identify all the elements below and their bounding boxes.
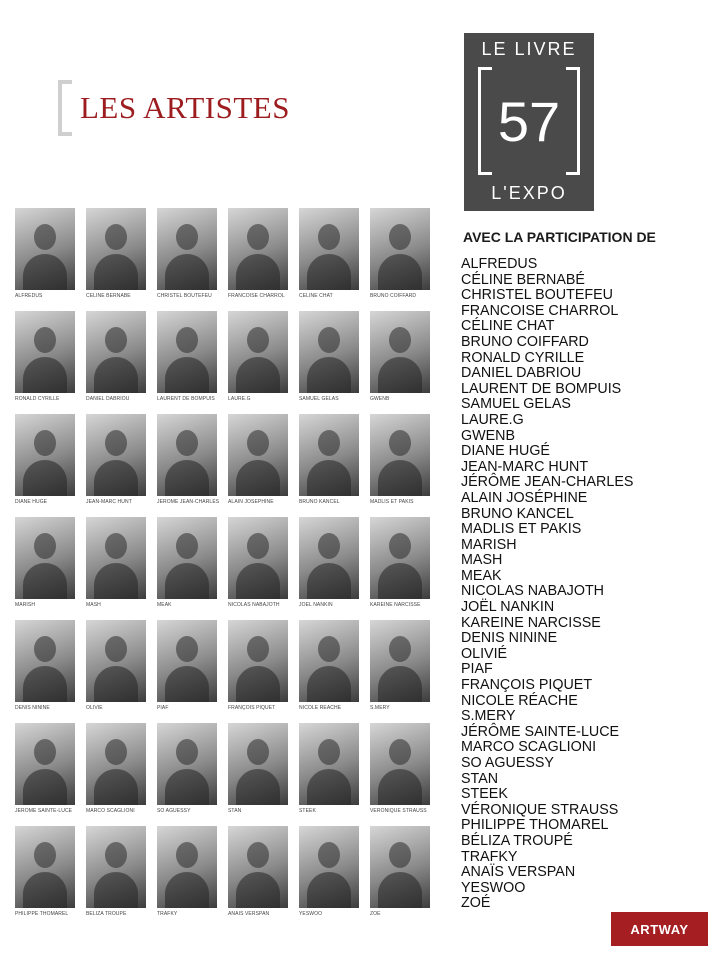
artist-portrait <box>299 208 369 299</box>
portrait-head-shape <box>34 533 56 559</box>
portrait-photo <box>86 414 146 496</box>
participant-name: FRANÇOIS PIQUET <box>461 677 593 694</box>
artist-portrait <box>86 311 156 402</box>
portrait-photo <box>228 517 288 599</box>
portrait-body-shape <box>307 769 351 805</box>
participant-name: ALAIN JOSÉPHINE <box>461 489 588 506</box>
portrait-body-shape <box>307 563 351 599</box>
participant-name: PIAF <box>461 661 493 678</box>
artist-portrait <box>228 414 298 505</box>
participant-name: MEAK <box>461 567 502 584</box>
artist-portrait <box>299 620 369 711</box>
participant-name: NICOLAS NABAJOTH <box>461 583 604 600</box>
portrait-head-shape <box>389 533 411 559</box>
artist-portrait <box>157 208 227 299</box>
portrait-caption: CÉLINE BERNABÉ <box>86 293 131 299</box>
portrait-head-shape <box>389 327 411 353</box>
portrait-body-shape <box>236 460 280 496</box>
portrait-photo <box>15 517 75 599</box>
artist-portrait <box>228 620 298 711</box>
artist-portrait <box>86 517 156 608</box>
participant-name: BÉLIZA TROUPÉ <box>461 832 573 849</box>
portrait-photo <box>228 311 288 393</box>
portrait-caption: JOËL NANKIN <box>299 602 333 608</box>
portrait-body-shape <box>236 563 280 599</box>
artist-portrait <box>86 723 156 814</box>
portrait-caption: FRANÇOIS PIQUET <box>228 705 276 711</box>
portrait-body-shape <box>23 769 67 805</box>
portrait-head-shape <box>105 430 127 456</box>
portrait-body-shape <box>378 357 422 393</box>
logo-bottom-text: L'EXPO <box>491 183 567 203</box>
portrait-head-shape <box>247 430 269 456</box>
portrait-body-shape <box>378 872 422 908</box>
artist-portrait <box>370 620 440 711</box>
portrait-body-shape <box>94 563 138 599</box>
artist-portrait <box>228 311 298 402</box>
portrait-head-shape <box>318 224 340 250</box>
artist-portrait <box>15 208 85 299</box>
participant-name: CÉLINE BERNABÉ <box>461 271 585 288</box>
artist-portrait <box>370 517 440 608</box>
portrait-caption: LAURENT DE BOMPUIS <box>157 396 215 402</box>
portrait-photo <box>157 620 217 702</box>
portrait-body-shape <box>236 666 280 702</box>
participant-name: MASH <box>461 552 503 569</box>
portrait-photo <box>86 311 146 393</box>
participant-name: PHILIPPE THOMAREL <box>461 817 609 834</box>
portrait-head-shape <box>105 739 127 765</box>
artist-portrait <box>299 826 369 917</box>
participant-name: ALFREDUS <box>461 256 538 272</box>
participant-name: ZOÉ <box>461 895 491 912</box>
portrait-photo <box>228 208 288 290</box>
portrait-body-shape <box>378 769 422 805</box>
participant-name: BRUNO KANCEL <box>461 505 574 522</box>
portrait-head-shape <box>176 430 198 456</box>
portrait-body-shape <box>236 357 280 393</box>
portrait-photo <box>370 620 430 702</box>
portrait-head-shape <box>318 842 340 868</box>
artist-portrait <box>299 723 369 814</box>
portrait-caption: MARCO SCAGLIONI <box>86 808 135 814</box>
participant-name: JOËL NANKIN <box>461 599 555 616</box>
portrait-caption: RONALD CYRILLE <box>15 396 60 402</box>
portrait-caption: SO AGUESSY <box>157 808 191 814</box>
portrait-head-shape <box>176 636 198 662</box>
artist-portrait <box>157 517 227 608</box>
portrait-head-shape <box>34 739 56 765</box>
portrait-photo <box>15 414 75 496</box>
portrait-head-shape <box>247 224 269 250</box>
portrait-photo <box>157 723 217 805</box>
portrait-photo <box>86 826 146 908</box>
participant-name: MADLIS ET PAKIS <box>461 521 582 538</box>
portrait-caption: YESWOO <box>299 911 323 917</box>
portrait-head-shape <box>105 224 127 250</box>
artist-portrait <box>228 826 298 917</box>
artist-portrait <box>228 517 298 608</box>
portrait-photo <box>370 208 430 290</box>
portrait-head-shape <box>389 636 411 662</box>
portrait-photo <box>86 620 146 702</box>
portrait-caption: DENIS NININE <box>15 705 50 711</box>
artist-portrait <box>299 311 369 402</box>
participant-name: TRAFKY <box>461 848 518 865</box>
portrait-body-shape <box>378 254 422 290</box>
participant-list <box>461 257 633 912</box>
portrait-head-shape <box>247 327 269 353</box>
portrait-body-shape <box>236 872 280 908</box>
portrait-caption: OLIVIÉ <box>86 705 103 711</box>
artist-portrait <box>15 414 85 505</box>
portrait-caption: ALAIN JOSÉPHINE <box>228 499 274 505</box>
participant-name: ANAÏS VERSPAN <box>461 864 576 881</box>
participant-name: MARCO SCAGLIONI <box>461 739 597 756</box>
portrait-body-shape <box>23 357 67 393</box>
portrait-body-shape <box>23 563 67 599</box>
participant-name: DIANE HUGÉ <box>461 443 550 460</box>
logo-number: 57 <box>497 90 561 153</box>
participant-name: MARISH <box>461 536 517 553</box>
logo-bracket-box <box>478 67 580 175</box>
participant-name: RONALD CYRILLE <box>461 349 585 366</box>
portrait-head-shape <box>34 224 56 250</box>
portrait-body-shape <box>307 666 351 702</box>
portrait-body-shape <box>94 769 138 805</box>
expo-logo <box>464 33 594 211</box>
portrait-head-shape <box>247 842 269 868</box>
portrait-photo <box>370 826 430 908</box>
artist-portrait <box>228 208 298 299</box>
portrait-caption: TRAFKY <box>157 911 178 917</box>
portrait-head-shape <box>247 636 269 662</box>
portrait-head-shape <box>318 636 340 662</box>
portrait-caption: GWENB <box>370 396 390 402</box>
portrait-caption: STAN <box>228 808 242 814</box>
portrait-body-shape <box>94 357 138 393</box>
portrait-head-shape <box>247 533 269 559</box>
participant-name: OLIVIÉ <box>461 645 508 662</box>
portrait-body-shape <box>165 872 209 908</box>
artist-portrait <box>86 826 156 917</box>
portrait-photo <box>299 723 359 805</box>
participant-name: JEAN-MARC HUNT <box>461 458 589 475</box>
portrait-head-shape <box>389 842 411 868</box>
participant-name: JÉRÔME SAINTE-LUCE <box>461 723 620 740</box>
portrait-photo <box>86 723 146 805</box>
participant-name: DENIS NININE <box>461 630 558 647</box>
portrait-head-shape <box>176 533 198 559</box>
participant-name: KAREINE NARCISSE <box>461 614 601 631</box>
portrait-head-shape <box>105 533 127 559</box>
page-title: LES ARTISTES <box>80 90 290 125</box>
portrait-head-shape <box>176 327 198 353</box>
artist-portrait <box>157 826 227 917</box>
portrait-head-shape <box>176 739 198 765</box>
participant-name: S.MERY <box>461 708 516 725</box>
portrait-caption: MARISH <box>15 602 36 608</box>
portrait-caption: ZOÉ <box>370 911 381 917</box>
participant-name: CÉLINE CHAT <box>461 318 555 335</box>
portrait-caption: DANIEL DABRIOU <box>86 396 130 402</box>
portrait-head-shape <box>389 739 411 765</box>
portrait-photo <box>299 826 359 908</box>
logo-top-text: LE LIVRE <box>481 39 577 59</box>
portrait-photo <box>370 723 430 805</box>
portrait-body-shape <box>165 460 209 496</box>
portrait-body-shape <box>378 460 422 496</box>
portrait-photo <box>299 620 359 702</box>
participant-name: GWENB <box>461 427 516 444</box>
portrait-caption: CHRISTEL BOUTEFEU <box>157 293 212 299</box>
portrait-photo <box>370 414 430 496</box>
portrait-caption: MADLIS ET PAKIS <box>370 499 414 505</box>
portrait-photo <box>157 414 217 496</box>
portrait-photo <box>228 723 288 805</box>
portrait-body-shape <box>165 357 209 393</box>
portrait-body-shape <box>94 872 138 908</box>
participant-name: SO AGUESSY <box>461 755 554 771</box>
portrait-head-shape <box>247 739 269 765</box>
participant-name: BRUNO COIFFARD <box>461 333 589 350</box>
portrait-caption: STEEK <box>299 808 316 814</box>
portrait-body-shape <box>165 254 209 290</box>
participant-name: STAN <box>461 770 499 787</box>
participant-name: DANIEL DABRIOU <box>461 365 582 382</box>
portrait-caption: NICOLE RÉACHE <box>299 705 342 711</box>
artist-portrait <box>157 620 227 711</box>
artist-portrait <box>15 826 85 917</box>
portrait-head-shape <box>318 327 340 353</box>
artist-portrait <box>157 414 227 505</box>
title-bracket <box>58 80 72 136</box>
artist-portrait <box>370 311 440 402</box>
portrait-head-shape <box>318 430 340 456</box>
portrait-head-shape <box>105 636 127 662</box>
participant-name: STEEK <box>461 786 508 803</box>
portrait-caption: ANAÏS VERSPAN <box>228 911 270 917</box>
portrait-caption: MEAK <box>157 602 172 608</box>
portrait-photo <box>299 414 359 496</box>
portrait-photo <box>370 311 430 393</box>
portrait-photo <box>15 208 75 290</box>
portrait-photo <box>86 208 146 290</box>
portrait-caption: VÉRONIQUE STRAUSS <box>370 808 427 814</box>
portrait-body-shape <box>236 254 280 290</box>
portrait-photo <box>299 208 359 290</box>
portrait-body-shape <box>23 666 67 702</box>
portrait-photo <box>299 517 359 599</box>
portrait-caption: NICOLAS NABAJOTH <box>228 602 280 608</box>
artist-portrait <box>157 311 227 402</box>
portrait-body-shape <box>94 666 138 702</box>
portrait-head-shape <box>34 636 56 662</box>
portrait-caption: BRUNO KANCEL <box>299 499 340 505</box>
portrait-photo <box>157 826 217 908</box>
artist-portrait <box>86 414 156 505</box>
artist-portrait <box>299 517 369 608</box>
portrait-head-shape <box>34 327 56 353</box>
portrait-photo <box>157 311 217 393</box>
portrait-caption: FRANCOISE CHARROL <box>228 293 285 299</box>
portrait-head-shape <box>318 739 340 765</box>
participant-name: LAURENT DE BOMPUIS <box>461 380 622 397</box>
portrait-body-shape <box>307 460 351 496</box>
portrait-caption: DIANE HUGÉ <box>15 499 48 505</box>
portrait-photo <box>370 517 430 599</box>
participant-name: VÉRONIQUE STRAUSS <box>461 801 619 818</box>
portrait-photo <box>299 311 359 393</box>
artist-portrait <box>157 723 227 814</box>
portrait-photo <box>86 517 146 599</box>
portrait-photo <box>228 414 288 496</box>
participant-name: YESWOO <box>461 879 526 896</box>
participant-name: SAMUEL GELAS <box>461 396 571 413</box>
artist-portrait <box>370 723 440 814</box>
portrait-caption: LAURE.G <box>228 396 251 402</box>
portrait-body-shape <box>378 563 422 599</box>
portrait-photo <box>15 723 75 805</box>
portrait-caption: PHILIPPE THOMAREL <box>15 911 69 917</box>
portrait-head-shape <box>105 327 127 353</box>
portrait-body-shape <box>236 769 280 805</box>
portrait-body-shape <box>307 254 351 290</box>
portrait-photo <box>157 208 217 290</box>
portrait-caption: PIAF <box>157 705 169 711</box>
portrait-head-shape <box>176 224 198 250</box>
portrait-caption: BÉLIZA TROUPÉ <box>86 911 127 917</box>
participant-name: CHRISTEL BOUTEFEU <box>461 287 613 304</box>
artist-portrait <box>86 620 156 711</box>
artway-badge[interactable]: ARTWAY <box>611 912 708 946</box>
portrait-body-shape <box>307 357 351 393</box>
participant-name: NICOLE RÉACHE <box>461 692 578 709</box>
portrait-caption: JÉRÔME JEAN-CHARLES <box>157 499 220 505</box>
portrait-caption: MASH <box>86 602 101 608</box>
artist-portrait <box>299 414 369 505</box>
participant-name: LAURE.G <box>461 411 524 428</box>
participation-heading: AVEC LA PARTICIPATION DE <box>463 229 656 245</box>
portrait-head-shape <box>176 842 198 868</box>
portrait-caption: JÉRÔME SAINTE-LUCE <box>15 808 73 814</box>
portrait-photo <box>15 826 75 908</box>
artist-portrait <box>228 723 298 814</box>
portrait-head-shape <box>34 430 56 456</box>
artist-portrait <box>86 208 156 299</box>
artist-portrait <box>15 311 85 402</box>
artist-portrait <box>15 620 85 711</box>
portrait-photo <box>228 620 288 702</box>
portrait-caption: SAMUEL GELAS <box>299 396 339 402</box>
participant-name: FRANCOISE CHARROL <box>461 302 619 319</box>
portrait-caption: S.MERY <box>370 705 390 711</box>
portrait-body-shape <box>23 254 67 290</box>
portrait-body-shape <box>165 769 209 805</box>
artist-portrait <box>370 414 440 505</box>
portrait-caption: ALFREDUS <box>15 293 43 299</box>
artist-portrait <box>15 723 85 814</box>
participant-name: JÉRÔME JEAN-CHARLES <box>461 474 634 491</box>
portrait-caption: CÉLINE CHAT <box>299 293 333 299</box>
portrait-body-shape <box>378 666 422 702</box>
portrait-head-shape <box>105 842 127 868</box>
artist-portrait <box>370 208 440 299</box>
portrait-body-shape <box>23 872 67 908</box>
portrait-body-shape <box>165 563 209 599</box>
portrait-body-shape <box>307 872 351 908</box>
portrait-head-shape <box>318 533 340 559</box>
portrait-photo <box>157 517 217 599</box>
portrait-body-shape <box>94 254 138 290</box>
portrait-caption: BRUNO COIFFARD <box>370 293 417 299</box>
portrait-head-shape <box>389 430 411 456</box>
portrait-photo <box>15 311 75 393</box>
portrait-photo <box>228 826 288 908</box>
portrait-caption: JEAN-MARC HUNT <box>86 499 132 505</box>
portrait-body-shape <box>165 666 209 702</box>
portrait-caption: KAREINE NARCISSE <box>370 602 421 608</box>
portrait-photo <box>15 620 75 702</box>
portrait-head-shape <box>34 842 56 868</box>
portrait-head-shape <box>389 224 411 250</box>
portrait-body-shape <box>94 460 138 496</box>
portrait-body-shape <box>23 460 67 496</box>
artist-portrait <box>370 826 440 917</box>
artist-portrait <box>15 517 85 608</box>
